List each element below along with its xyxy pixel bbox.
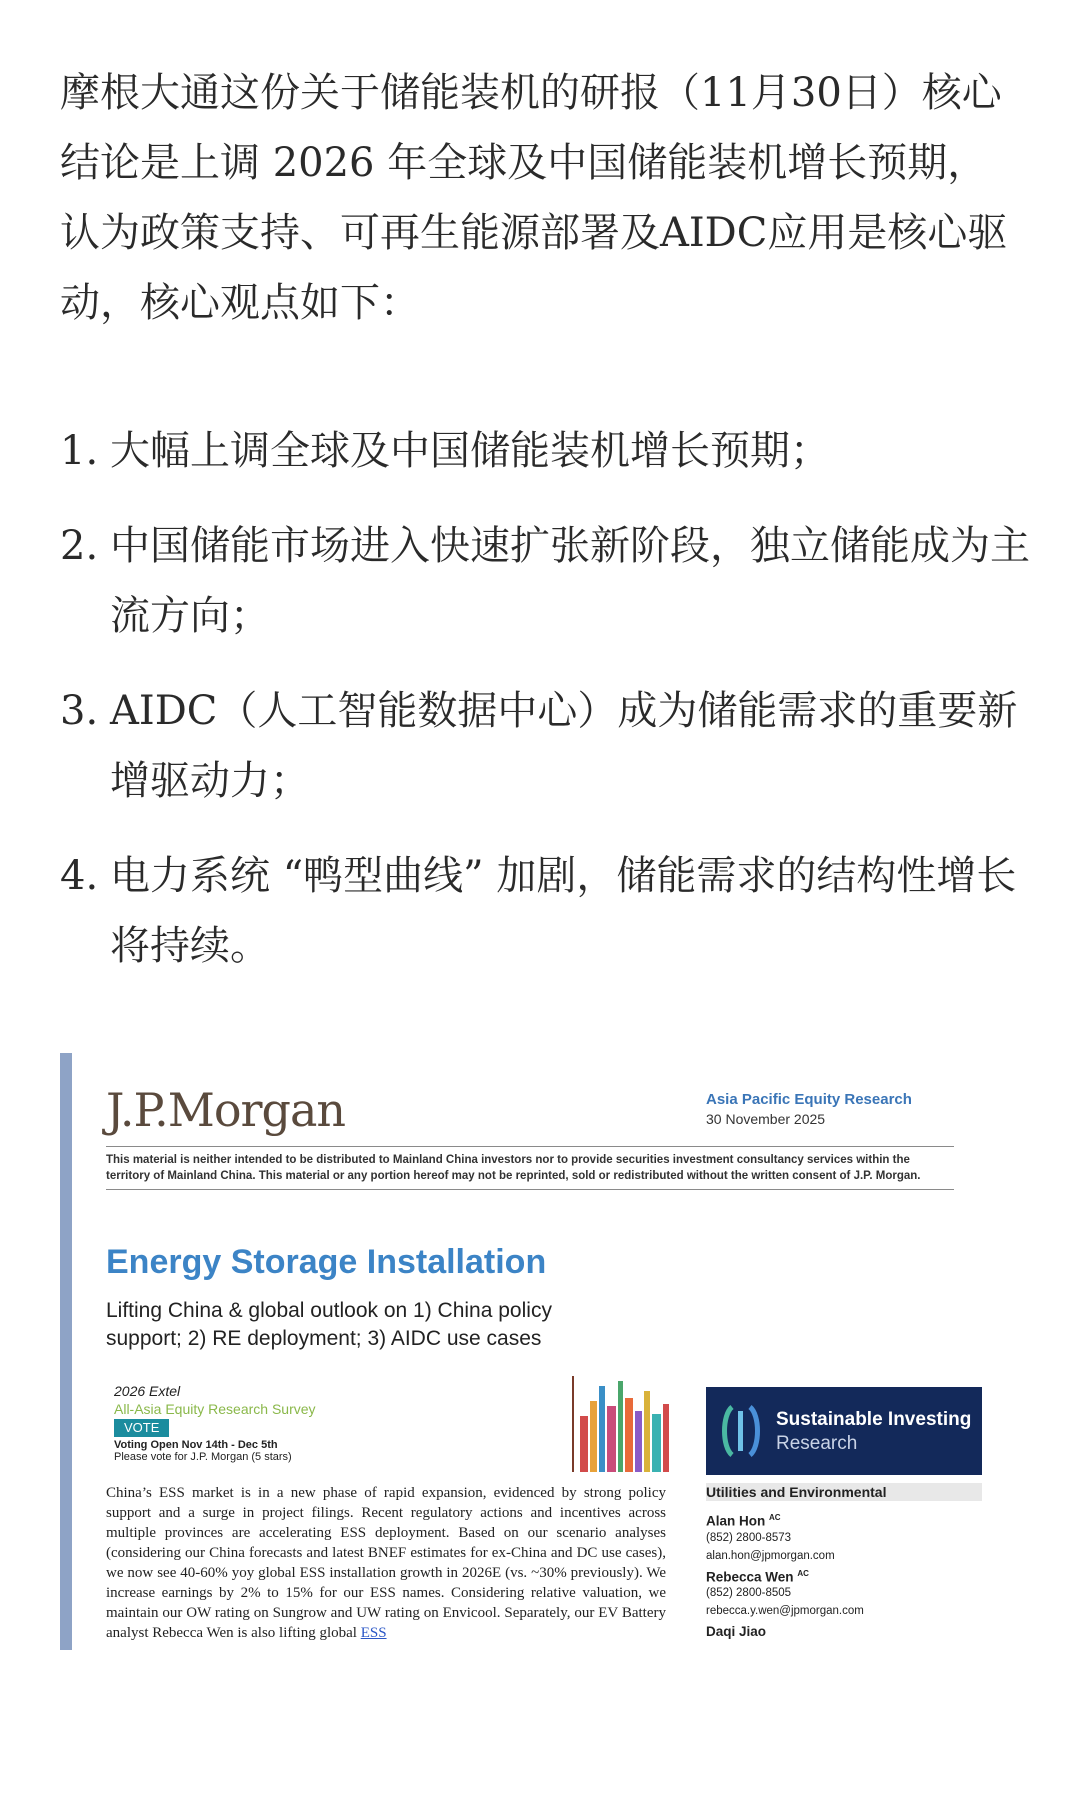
list-item bbox=[60, 511, 1040, 651]
list-text: 电力系统 “鸭型曲线” 加剧，储能需求的结构性增长将持续。 bbox=[110, 853, 1017, 969]
analyst-phone: (852) 2800-8573 bbox=[706, 1531, 792, 1544]
survey-line2: All-Asia Equity Research Survey bbox=[114, 1401, 316, 1417]
list-item bbox=[60, 841, 1040, 981]
report-left-bar bbox=[60, 1053, 72, 1650]
vote-button[interactable]: VOTE bbox=[114, 1419, 169, 1437]
survey-vote-note: Please vote for J.P. Morgan (5 stars) bbox=[114, 1451, 292, 1463]
analyst-name: Rebecca Wen bbox=[706, 1569, 794, 1584]
report-title: Energy Storage Installation bbox=[106, 1243, 547, 1281]
analyst-email[interactable]: alan.hon@jpmorgan.com bbox=[706, 1549, 835, 1562]
survey-voting-dates: Voting Open Nov 14th - Dec 5th bbox=[114, 1439, 278, 1451]
analyst-name: Alan Hon bbox=[706, 1513, 766, 1529]
si-badge-line2: Research bbox=[776, 1433, 858, 1454]
analyst-entry bbox=[706, 1624, 864, 1639]
list-number: 1. bbox=[60, 428, 99, 474]
list-text: 大幅上调全球及中国储能装机增长预期； bbox=[110, 428, 830, 474]
ess-link[interactable]: ESS bbox=[360, 1625, 387, 1641]
list-number: 4. bbox=[60, 853, 99, 899]
list-text: AIDC（人工智能数据中心）成为储能需求的重要新增驱动力； bbox=[110, 688, 1018, 804]
list-item bbox=[60, 676, 1040, 816]
report-header-title: Asia Pacific Equity Research bbox=[706, 1091, 912, 1108]
sector-label: Utilities and Environmental bbox=[706, 1483, 982, 1501]
list-number: 3. bbox=[60, 688, 99, 734]
skyline-illustration-icon bbox=[572, 1376, 672, 1472]
si-logo-icon bbox=[718, 1401, 764, 1461]
analyst-email[interactable]: rebecca.y.wen@jpmorgan.com bbox=[706, 1605, 864, 1617]
disclaimer: This material is neither intended to be distributed to Mainland China investors nor to provide securities investment consultancy services within the territory of Mainland China. This material or any portion hereof may not be reprinted, sold or redistributed without the written consent of J.P. Morgan. bbox=[106, 1154, 921, 1182]
disclaimer-rule bbox=[106, 1189, 954, 1190]
analyst-tag: AC bbox=[797, 1568, 809, 1578]
sustainable-investing-badge bbox=[706, 1387, 982, 1475]
list-number: 2. bbox=[60, 523, 99, 569]
survey-banner[interactable] bbox=[114, 1383, 316, 1463]
report-header bbox=[706, 1091, 912, 1127]
key-points-list bbox=[60, 416, 1040, 1006]
analyst-entry bbox=[706, 1513, 864, 1565]
survey-line1: 2026 Extel bbox=[114, 1383, 181, 1399]
header-rule bbox=[106, 1146, 954, 1147]
analyst-tag: AC bbox=[769, 1513, 781, 1522]
jpmorgan-logo: J.P.Morgan bbox=[106, 1083, 346, 1137]
analyst-entry bbox=[706, 1569, 864, 1621]
analyst-name: Daqi Jiao bbox=[706, 1624, 767, 1639]
report-subtitle: Lifting China & global outlook on 1) China policy support; 2) RE deployment; 3) AIDC use cases bbox=[106, 1299, 552, 1350]
report-date: 30 November 2025 bbox=[706, 1111, 826, 1127]
analyst-phone: (852) 2800-8505 bbox=[706, 1587, 792, 1599]
analyst-list bbox=[706, 1509, 864, 1639]
si-badge-line1: Sustainable Investing bbox=[776, 1409, 972, 1430]
list-text: 中国储能市场进入快速扩张新阶段，独立储能成为主流方向； bbox=[110, 523, 1030, 639]
list-item bbox=[60, 416, 1040, 486]
report-body-text: China’s ESS market is in a new phase of rapid expansion, evidenced by strong policy support and a surge in project filings. Recent regulatory actions and incentives across multiple provinces are accelerating ESS deployment. Based on our scenario analyses (considering our China forecasts and latest BNEF estimates for ex-China and DC use cases), we now see 40-60% yoy global ESS installation growth in 2026E (vs. ~30% previously). We increase earnings by 2% to 15% for our ESS names. Considering relative valuation, we maintain our OW rating on Sungrow and UW rating on Envicool. Separately, our EV Battery analyst Rebecca Wen is also lifting global bbox=[106, 1485, 666, 1641]
report-body bbox=[106, 1483, 666, 1643]
article-intro: 摩根大通这份关于储能装机的研报（11月30日）核心结论是上调 2026 年全球及中国储能装机增长预期，认为政策支持、可再生能源部署及AIDC应用是核心驱动，核心观点如下： bbox=[60, 70, 1008, 326]
report-screenshot[interactable] bbox=[60, 1053, 1020, 1650]
